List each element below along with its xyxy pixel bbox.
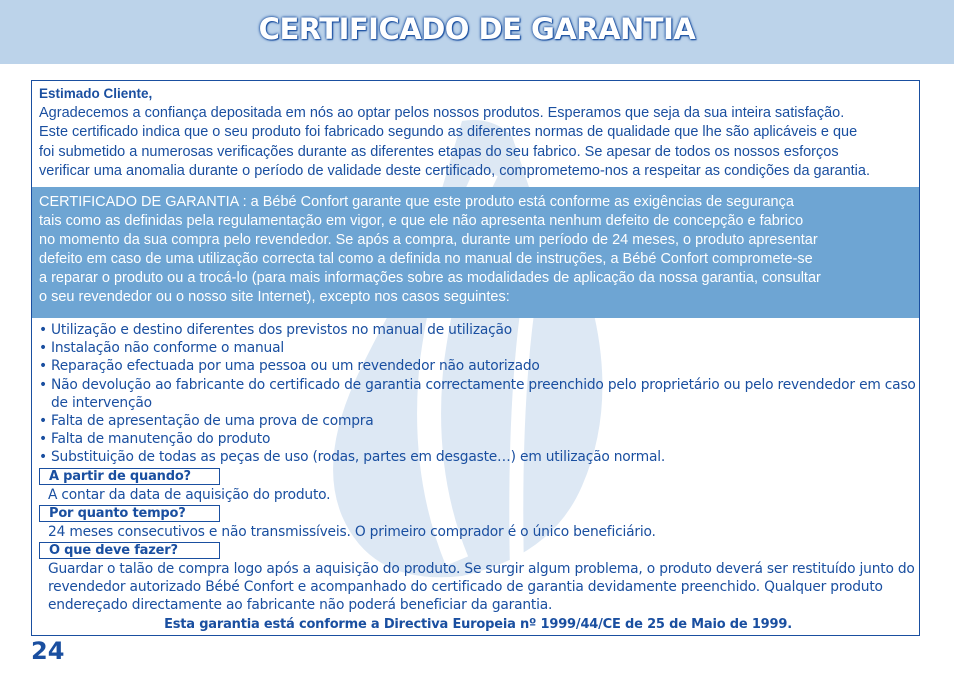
warranty-statement <box>39 193 914 307</box>
warranty-frame <box>31 80 920 636</box>
warranty-line: tais como as definidas pela regulamentação em vigor, e que ele não apresenta nenhum defeito de concepção e fabrico <box>39 213 804 229</box>
list-item: • Utilização e destino diferentes dos previstos no manual de utilização <box>39 321 917 339</box>
intro-line: Este certificado indica que o seu produto foi fabricado segundo as diferentes normas de qualidade que lhe são aplicáveis e que <box>39 124 858 140</box>
warranty-line: defeito em caso de uma utilização correcta tal como a definida no manual de instruções, a Bébé Confort compromete-se <box>39 251 813 267</box>
warranty-statement-band <box>32 187 920 318</box>
greeting: Estimado Cliente, <box>39 86 153 101</box>
list-item: • Não devolução ao fabricante do certificado de garantia correctamente preenchido pelo proprietário ou pelo revendedor em caso de intervenção <box>39 376 917 412</box>
list-item: • Substituição de todas as peças de uso (rodas, partes em desgaste…) em utilização normal. <box>39 448 917 466</box>
warranty-line: a reparar o produto ou a trocá-lo (para mais informações sobre as modalidades de aplicação da nossa garantia, consultar <box>39 270 821 286</box>
list-item: • Reparação efectuada por uma pessoa ou um revendedor não autorizado <box>39 357 917 375</box>
page-title: CERTIFICADO DE GARANTIA <box>258 12 696 46</box>
exclusions-list <box>39 321 917 467</box>
intro-line: Agradecemos a confiança depositada em nós ao optar pelos nossos produtos. Esperamos que seja da sua inteira satisfação. <box>39 104 845 121</box>
faq-question: O que deve fazer? <box>39 542 220 559</box>
faq-answer: A contar da data de aquisição do produto. <box>48 486 331 503</box>
list-item: • Falta de apresentação de uma prova de compra <box>39 412 917 430</box>
intro-line: verificar uma anomalia durante o período de validade deste certificado, comprometemo-nos a respeitar as condições da garantia. <box>39 163 870 179</box>
faq-answer: Guardar o talão de compra logo após a aquisição do produto. Se surgir algum problema, o produto deverá ser restituído junto do revendedor autorizado Bébé Confort e acompanhado do certificado de garantia devidamente preenchido. Qualquer produto endereçado directamente ao fabricante não poderá beneficiar da garantia. <box>48 561 915 614</box>
intro-line: foi submetido a numerosas verificações durante as diferentes etapas do seu fabrico. Se apesar de todos os nossos esforços <box>39 143 839 160</box>
warranty-line: no momento da sua compra pelo revendedor. Se após a compra, durante um período de 24 meses, o produto apresentar <box>39 232 818 248</box>
warranty-line: o seu revendedor ou o nosso site Internet), excepto nos casos seguintes: <box>39 289 510 305</box>
intro-text <box>39 84 919 182</box>
faq-answer: 24 meses consecutivos e não transmissíveis. O primeiro comprador é o único beneficiário. <box>48 523 656 540</box>
directive-note: Esta garantia está conforme a Directiva Europeia nº 1999/44/CE de 25 de Maio de 1999. <box>164 616 792 632</box>
conditions-section <box>39 321 917 634</box>
faq-question: Por quanto tempo? <box>39 505 220 522</box>
list-item: • Instalação não conforme o manual <box>39 339 917 357</box>
warranty-line: CERTIFICADO DE GARANTIA : a Bébé Confort garante que este produto está conforme as exigências de segurança <box>39 194 794 210</box>
page-header <box>0 0 954 64</box>
page-number: 24 <box>31 637 65 665</box>
faq-question: A partir de quando? <box>39 468 220 485</box>
list-item: • Falta de manutenção do produto <box>39 430 917 448</box>
